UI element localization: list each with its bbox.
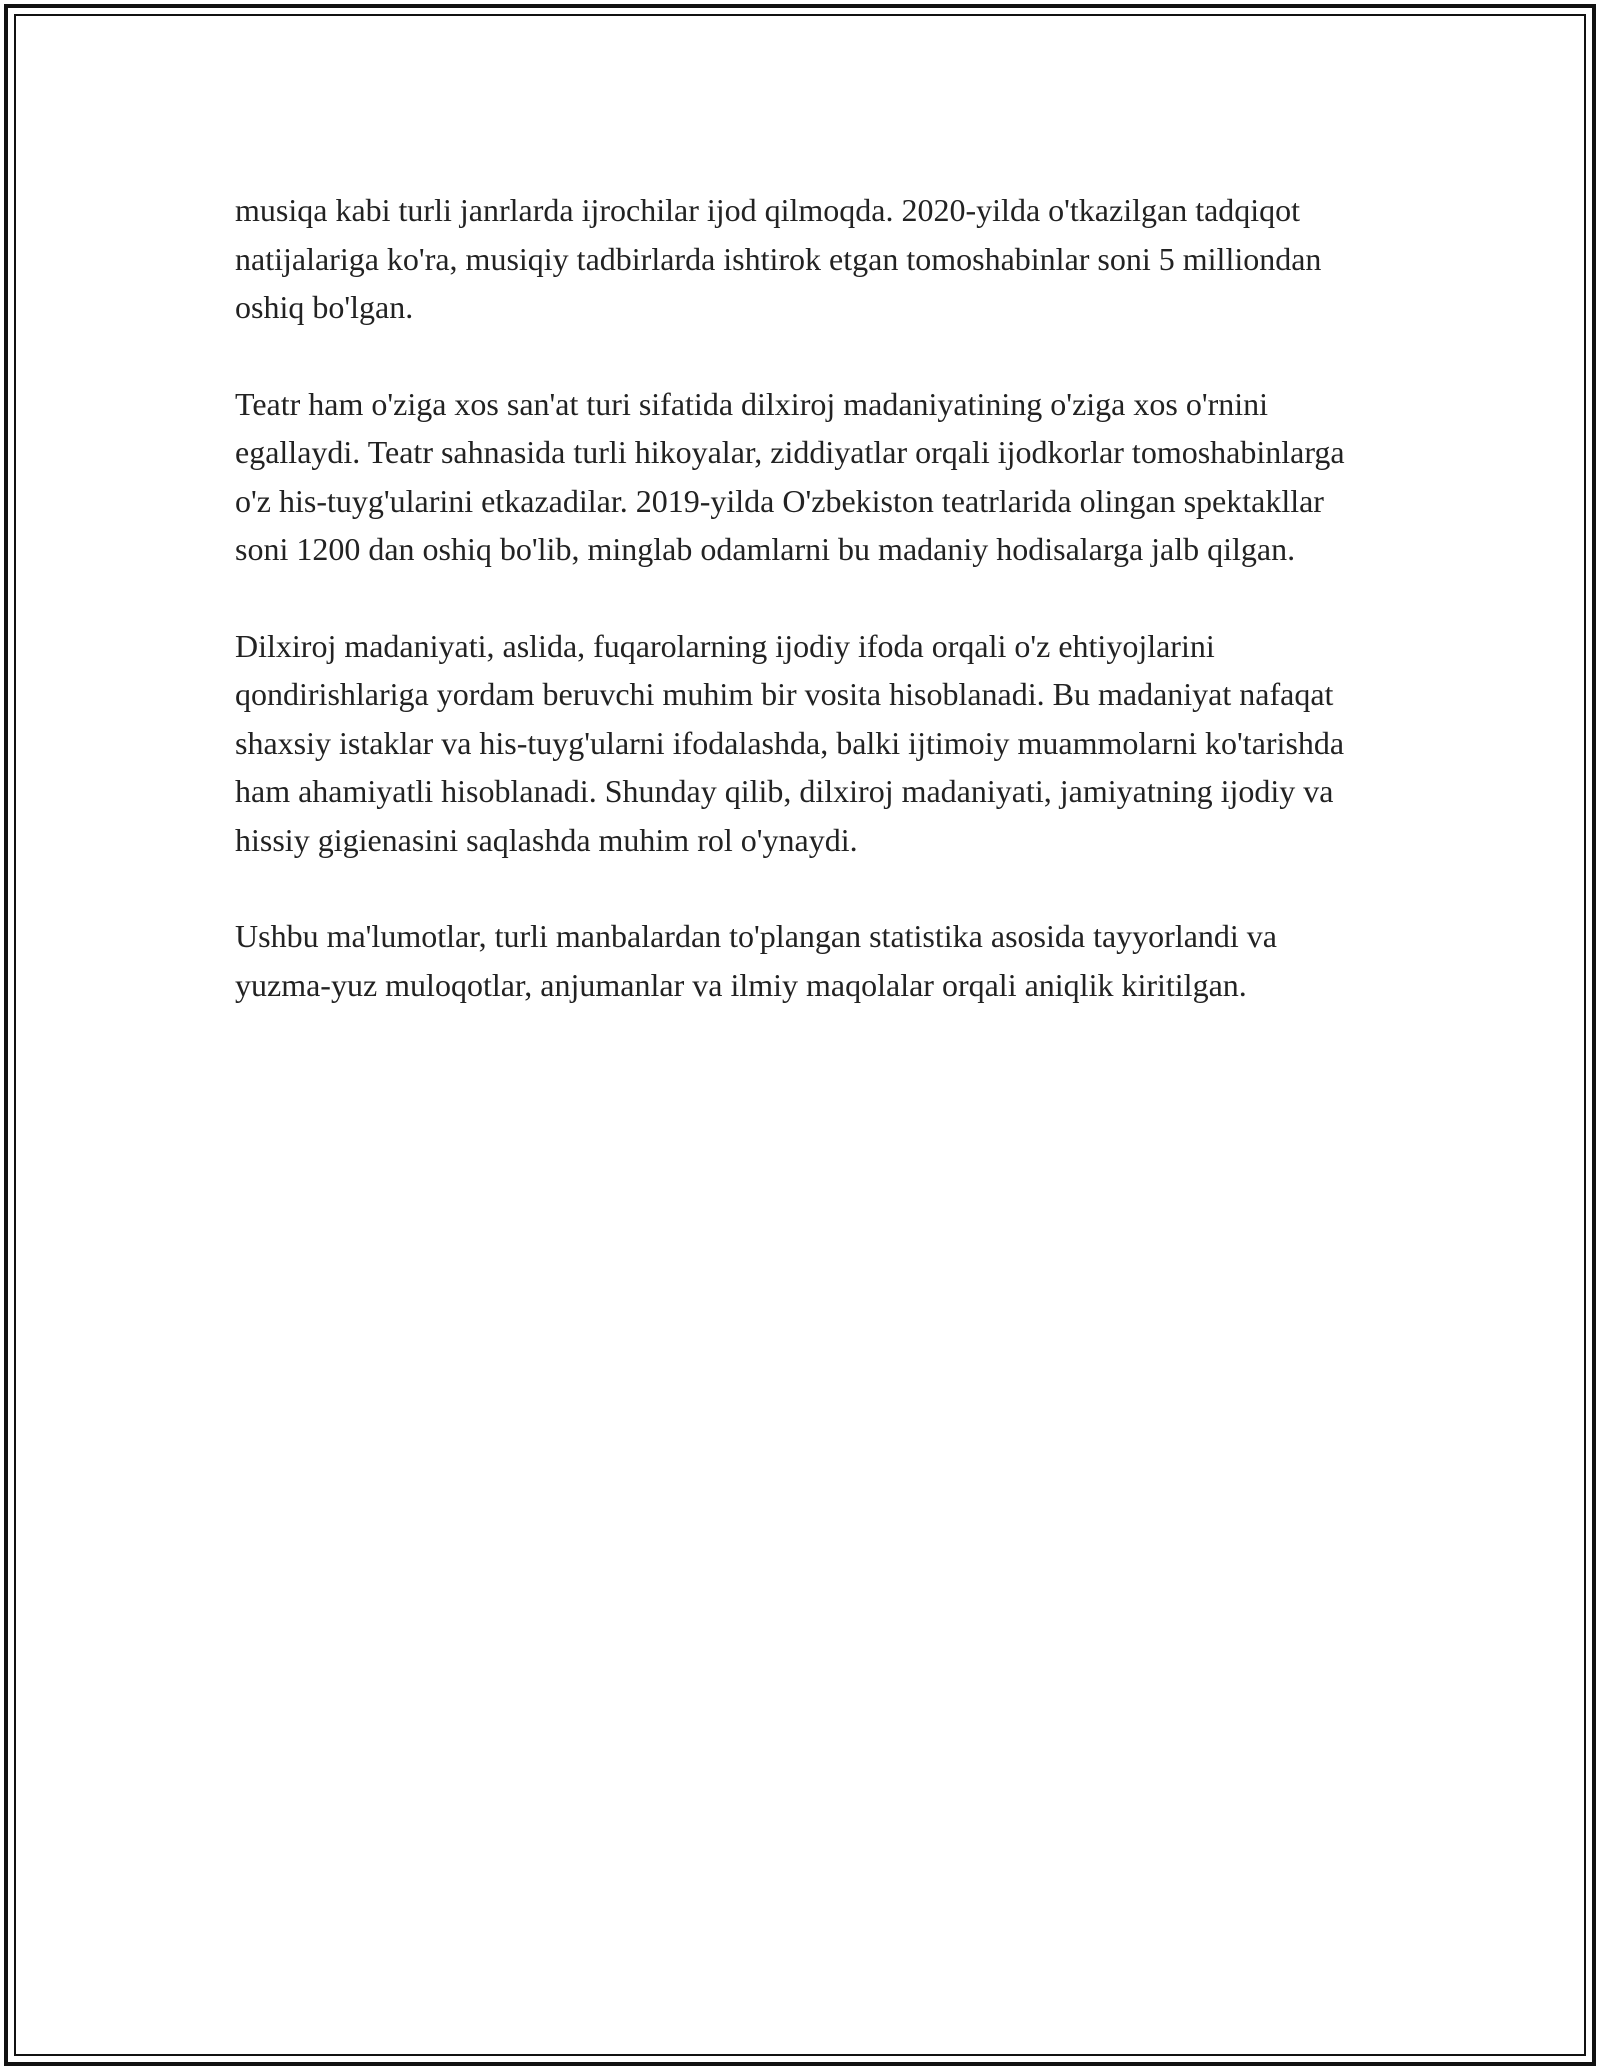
paragraph-culture-role: Dilxiroj madaniyati, aslida, fuqarolarning ijodiy ifoda orqali o'z ehtiyojlarini qondirishlariga yordam beruvchi muhim bir vosita hisoblanadi. Bu madaniyat nafaqat shaxsiy istaklar va his-tuyg'ularni ifodalashda, balki ijtimoiy muammolarni ko'tarishda ham ahamiyatli hisoblanadi. Shunday qilib, dilxiroj madaniyati, jamiyatning ijodiy va hissiy gigienasini saqlashda muhim rol o'ynaydi. [235, 627, 1345, 858]
document-body [235, 186, 1375, 1057]
paragraph-theatre: Teatr ham o'ziga xos san'at turi sifatida dilxiroj madaniyatining o'ziga xos o'rnini egallaydi. Teatr sahnasida turli hikoyalar, ziddiyatlar orqali ijodkorlar tomoshabinlarga o'z his-tuyg'ularini etkazadilar. 2019-yilda O'zbekiston teatrlarida olingan spektakllar soni 1200 dan oshiq bo'lib, minglab odamlarni bu madaniy hodisalarga jalb qilgan. [235, 385, 1345, 567]
paragraph-music-statistics: musiqa kabi turli janrlarda ijrochilar ijod qilmoqda. 2020-yilda o'tkazilgan tadqiqot natijalariga ko'ra, musiqiy tadbirlarda ishtirok etgan tomoshabinlar soni 5 milliondan oshiq bo'lgan. [235, 192, 1322, 325]
paragraph-sources: Ushbu ma'lumotlar, turli manbalardan to'plangan statistika asosida tayyorlandi va yuzma-yuz muloqotlar, anjumanlar va ilmiy maqolalar orqali aniqlik kiritilgan. [235, 918, 1277, 1003]
